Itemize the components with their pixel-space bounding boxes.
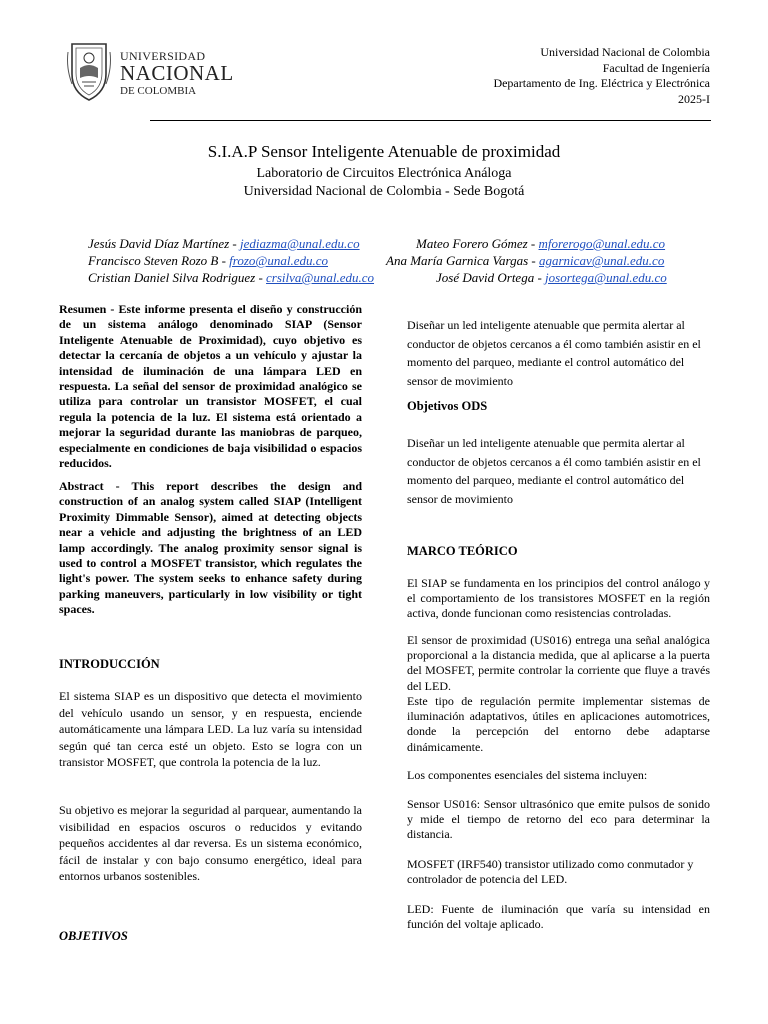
- author-2-email[interactable]: mforerogo@unal.edu.co: [538, 236, 666, 251]
- abstract-spanish: Resumen - Este informe presenta el diseño y construcción de un sistema análogo denominado SIAP (Sensor Inteligente Atenuable de Proximidad), cuyo objetivo es detectar la cercanía de objetos a un vehículo y ajustar la intensidad de iluminación de una lámpara LED en respuesta. La señal del sensor de proximidad analógico se utiliza para controlar un transistor MOSFET, el cual regula la potencia de la luz. El sistema está orientado a mejorar la seguridad durante las maniobras de parqueo, especialmente en condiciones de baja visibilidad o espacios reducidos.: [59, 302, 362, 471]
- author-1-email[interactable]: jediazma@unal.edu.co: [240, 236, 360, 251]
- logo-line-2: NACIONAL: [120, 61, 234, 85]
- author-5: Cristian Daniel Silva Rodriguez - crsilva@unal.edu.co: [88, 270, 375, 285]
- logo-line-1: UNIVERSIDAD: [120, 49, 206, 63]
- component-led: LED: Fuente de iluminación que varía su intensidad en función del voltaje aplicado.: [407, 902, 710, 932]
- objectives-heading: OBJETIVOS: [59, 929, 128, 943]
- components-intro: Los componentes esenciales del sistema incluyen:: [407, 768, 648, 782]
- introduction-paragraph-2: Su objetivo es mejorar la seguridad al parquear, aumentando la visibilidad en espacios oscuros o reducidos y evitando pequeños accidentes al dar reversa. Es un sistema económico, fácil de instalar y con bajo consumo energético, ideal para entornos urbanos sostenibles.: [59, 803, 362, 883]
- university-seal-icon: [64, 38, 114, 102]
- header-university: Universidad Nacional de Colombia: [540, 45, 710, 59]
- theoretical-framework-heading: MARCO TEÓRICO: [407, 544, 518, 558]
- paper-subtitle-lab: Laboratorio de Circuitos Electrónica Análoga: [256, 166, 512, 181]
- header-faculty: Facultad de Ingeniería: [602, 60, 710, 75]
- component-sensor: Sensor US016: Sensor ultrasónico que emite pulsos de sonido y mide el tiempo de retorno del eco para determinar la distancia.: [407, 797, 710, 842]
- introduction-heading: INTRODUCCIÓN: [59, 657, 160, 671]
- abstract-english: Abstract - This report describes the design and construction of an analog system called SIAP (Intelligent Proximity Dimmable Sensor), aimed at detecting objects near a vehicle and adjusting the brightness of an LED lamp accordingly. The analog proximity sensor signal is used to control a MOSFET transistor, which regulates the light's power. The system seeks to enhance safety during parking maneuvers, particularly in low visibility or tight spaces.: [59, 479, 362, 617]
- theory-paragraph-2: El sensor de proximidad (US016) entrega una señal analógica proporcional a la distancia medida, que al aplicarse a la puerta del MOSFET, permite controlar la corriente que fluye a través del LED.: [407, 633, 710, 693]
- ods-objective-paragraph: Diseñar un led inteligente atenuable que permita alertar al conductor de objetos cercanos a él como también asistir en el momento del parqueo, mediante el control automático del sensor de movimiento: [407, 436, 701, 506]
- author-6: José David Ortega - josortega@unal.edu.co: [436, 270, 667, 285]
- author-3: Francisco Steven Rozo B - frozo@unal.edu.co: [88, 253, 329, 268]
- header-department: Departamento de Ing. Eléctrica y Electrónica: [493, 76, 710, 90]
- author-2: Mateo Forero Gómez - mforerogo@unal.edu.co: [416, 236, 666, 251]
- paper-subtitle-university: Universidad Nacional de Colombia - Sede Bogotá: [243, 184, 525, 199]
- theory-paragraph-3: Este tipo de regulación permite implementar sistemas de iluminación adaptativos, útiles en aplicaciones automotrices, donde la percepción del entorno debe adaptarse dinámicamente.: [407, 694, 710, 754]
- author-3-email[interactable]: frozo@unal.edu.co: [229, 253, 329, 268]
- introduction-paragraph-1: El sistema SIAP es un dispositivo que detecta el movimiento del vehículo usando un sensor, y en respuesta, enciende automáticamente una lámpara LED. La luz varía su intensidad según qué tan cerca esté un objeto. Esto se logra con un transistor MOSFET, que controla la potencia de la luz.: [59, 689, 362, 769]
- author-4-email[interactable]: agarnicav@unal.edu.co: [539, 253, 665, 268]
- paper-title: S.I.A.P Sensor Inteligente Atenuable de proximidad: [207, 142, 561, 161]
- institution-header: [493, 45, 710, 107]
- header-rule: [150, 120, 711, 121]
- ods-objectives-heading: Objetivos ODS: [407, 399, 488, 413]
- header-semester: 2025-I: [678, 91, 710, 106]
- university-logo: [64, 38, 234, 102]
- author-5-email[interactable]: crsilva@unal.edu.co: [266, 270, 375, 285]
- component-mosfet: MOSFET (IRF540) transistor utilizado como conmutador y controlador de potencia del LED.: [407, 857, 694, 887]
- author-6-email[interactable]: josortega@unal.edu.co: [545, 270, 667, 285]
- theory-paragraph-1: El SIAP se fundamenta en los principios del control análogo y el comportamiento de los transistores MOSFET en la región activa, donde funcionan como resistencias controladas.: [407, 576, 710, 621]
- logo-line-3: DE COLOMBIA: [120, 85, 197, 97]
- author-1: Jesús David Díaz Martínez - jediazma@unal.edu.co: [88, 236, 360, 251]
- objective-paragraph: Diseñar un led inteligente atenuable que permita alertar al conductor de objetos cercanos a él como también asistir en el momento del parqueo, mediante el control automático del sensor de movimiento: [407, 318, 701, 388]
- author-4: Ana María Garnica Vargas - agarnicav@unal.edu.co: [386, 253, 665, 268]
